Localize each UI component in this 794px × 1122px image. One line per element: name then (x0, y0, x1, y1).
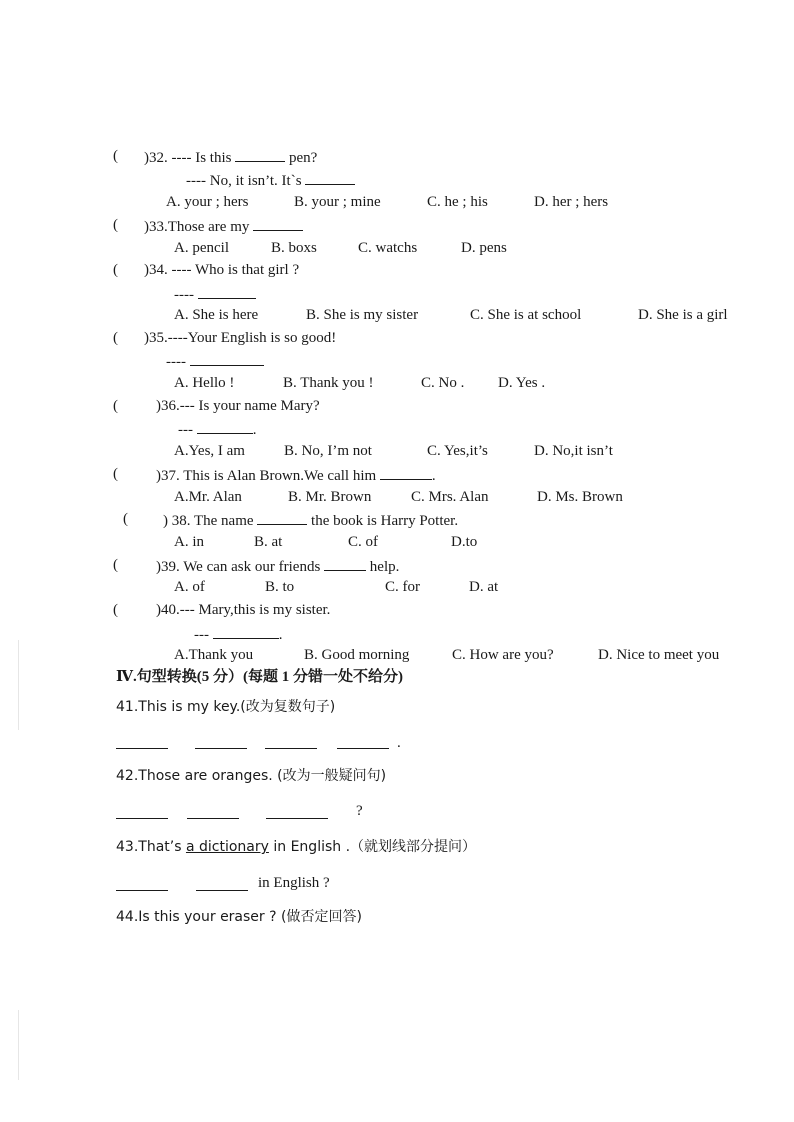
answer-blank[interactable] (380, 467, 432, 480)
option-c: C. of (348, 534, 378, 550)
question-43: 43.That’s a dictionary in English .（就划线部分提问） (116, 839, 477, 855)
option-c: C. he ; his (427, 194, 488, 210)
answer-blank[interactable] (197, 421, 253, 434)
option-c: C. She is at school (470, 307, 582, 323)
option-b: B. Thank you ! (283, 375, 374, 391)
option-a: A.Yes, I am (174, 443, 245, 459)
question-35: )35.----Your English is so good! (144, 330, 337, 346)
option-a: A. Hello ! (174, 375, 235, 391)
answer-line[interactable] (116, 748, 168, 749)
answer-paren: ( (113, 148, 118, 164)
question-36-reply: --- . (178, 422, 257, 438)
answer-paren: ( (113, 398, 118, 414)
question-44: 44.Is this your eraser ? (做否定回答) (116, 909, 362, 925)
answer-paren: ( (113, 217, 118, 233)
question-34: )34. ---- Who is that girl ? (144, 262, 300, 278)
option-b: B. at (254, 534, 283, 550)
answer-paren: ( (113, 557, 118, 573)
answer-blank[interactable] (257, 512, 307, 525)
answer-blank[interactable] (190, 353, 264, 366)
answer-line[interactable] (187, 818, 239, 819)
answer-end-mark: ? (356, 803, 363, 819)
option-c: C. Yes,it’s (427, 443, 488, 459)
option-d: D. Ms. Brown (537, 489, 623, 505)
answer-line[interactable] (116, 818, 168, 819)
answer-line[interactable] (195, 748, 247, 749)
option-a: A. your ; hers (166, 194, 249, 210)
question-40: )40.--- Mary,this is my sister. (156, 602, 331, 618)
answer-paren: ( (113, 330, 118, 346)
question-32: )32. ---- Is this pen? (144, 150, 318, 166)
answer-blank[interactable] (213, 626, 279, 639)
answer-blank[interactable] (253, 218, 303, 231)
answer-end-mark: . (397, 735, 401, 751)
option-c: C. for (385, 579, 420, 595)
scan-edge-line (18, 1010, 19, 1080)
answer-blank[interactable] (324, 558, 366, 571)
option-b: B. Good morning (304, 647, 410, 663)
answer-paren: ( (113, 466, 118, 482)
question-38: ) 38. The name the book is Harry Potter. (163, 513, 459, 529)
answer-blank[interactable] (198, 286, 256, 299)
option-b: B. your ; mine (294, 194, 381, 210)
option-a: A.Mr. Alan (174, 489, 242, 505)
option-d: D. pens (461, 240, 507, 256)
section-title: Ⅳ.句型转换(5 分）(每题 1 分错一处不给分) (116, 669, 404, 685)
question-41: 41.This is my key.(改为复数句子) (116, 699, 336, 715)
answer-paren: ( (123, 511, 128, 527)
answer-line[interactable] (266, 818, 328, 819)
answer-line[interactable] (116, 890, 168, 891)
option-d: D. She is a girl (638, 307, 728, 323)
option-a: A. in (174, 534, 204, 550)
option-b: B. Mr. Brown (288, 489, 372, 505)
answer-line[interactable] (337, 748, 389, 749)
option-a: A. She is here (174, 307, 259, 323)
question-36: )36.--- Is your name Mary? (156, 398, 320, 414)
option-d: D. at (469, 579, 499, 595)
option-b: B. She is my sister (306, 307, 419, 323)
option-b: B. to (265, 579, 295, 595)
question-37: )37. This is Alan Brown.We call him . (156, 468, 436, 484)
answer-line[interactable] (265, 748, 317, 749)
option-d: D. her ; hers (534, 194, 609, 210)
option-a: A. of (174, 579, 205, 595)
answer-line[interactable] (196, 890, 248, 891)
option-b: B. No, I’m not (284, 443, 372, 459)
option-c: C. How are you? (452, 647, 554, 663)
option-a: A.Thank you (174, 647, 254, 663)
question-39: )39. We can ask our friends help. (156, 559, 400, 575)
underlined-phrase: a dictionary (185, 839, 269, 855)
question-35-reply: ---- (166, 353, 264, 370)
option-c: C. Mrs. Alan (411, 489, 489, 505)
option-d: D. Nice to meet you (598, 647, 720, 663)
option-d: D.to (451, 534, 478, 550)
answer-paren: ( (113, 262, 118, 278)
option-a: A. pencil (174, 240, 229, 256)
option-c: C. watchs (358, 240, 418, 256)
question-32-reply: ---- No, it isn’t. It`s (186, 172, 355, 189)
question-34-reply: ---- (174, 286, 256, 303)
scan-edge-line (18, 640, 19, 730)
option-d: D. Yes . (498, 375, 546, 391)
question-40-reply: --- . (194, 627, 283, 643)
option-c: C. No . (421, 375, 465, 391)
option-b: B. boxs (271, 240, 317, 256)
question-33: )33.Those are my (144, 218, 303, 235)
answer-paren: ( (113, 602, 118, 618)
option-d: D. No,it isn’t (534, 443, 613, 459)
answer-blank[interactable] (305, 172, 355, 185)
question-42: 42.Those are oranges. (改为一般疑问句) (116, 768, 387, 784)
answer-end-text: in English ? (258, 875, 330, 891)
answer-blank[interactable] (235, 149, 285, 162)
